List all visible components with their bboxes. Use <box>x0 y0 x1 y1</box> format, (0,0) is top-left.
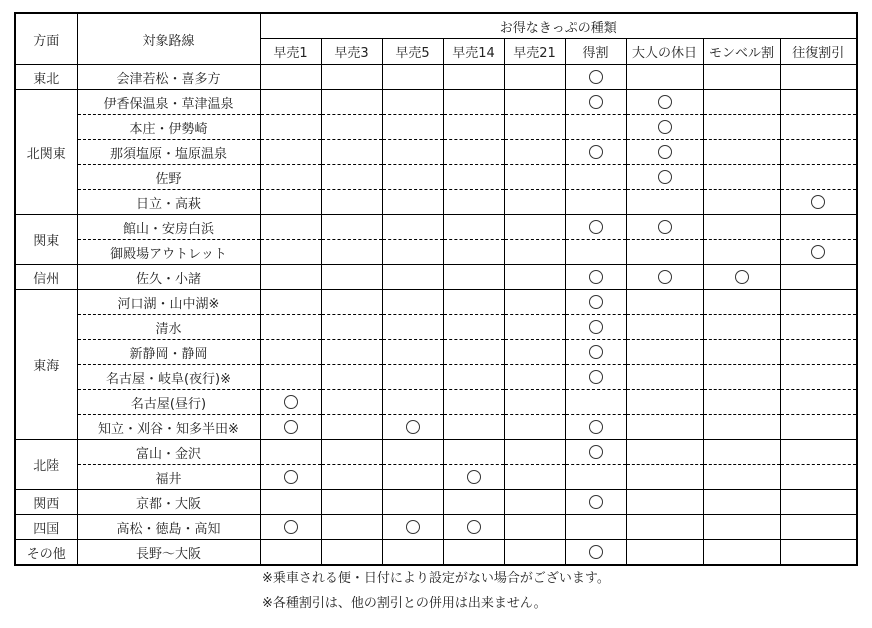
availability-cell <box>382 140 443 165</box>
availability-cell <box>443 240 504 265</box>
availability-cell <box>321 115 382 140</box>
availability-cell <box>703 390 780 415</box>
availability-cell <box>703 490 780 515</box>
region-cell: 関西 <box>15 490 77 515</box>
availability-cell <box>260 365 321 390</box>
availability-cell <box>382 215 443 240</box>
table-row <box>15 190 857 215</box>
availability-cell <box>703 190 780 215</box>
available-circle-icon <box>589 295 603 309</box>
availability-cell <box>321 215 382 240</box>
availability-cell <box>504 390 565 415</box>
table-row <box>15 490 857 515</box>
ticket-type-header: 得割 <box>565 39 626 65</box>
region-cell: 北関東 <box>15 90 77 215</box>
available-circle-icon <box>658 120 672 134</box>
available-circle-icon <box>658 270 672 284</box>
availability-cell <box>780 365 857 390</box>
availability-cell <box>321 415 382 440</box>
available-circle-icon <box>589 320 603 334</box>
available-circle-icon <box>589 95 603 109</box>
available-circle-icon <box>658 220 672 234</box>
availability-cell <box>565 515 626 540</box>
availability-cell <box>780 140 857 165</box>
table-row <box>15 365 857 390</box>
availability-cell <box>703 240 780 265</box>
availability-cell <box>382 365 443 390</box>
availability-cell <box>443 365 504 390</box>
availability-cell <box>565 215 626 240</box>
availability-cell <box>626 465 703 490</box>
available-circle-icon <box>467 470 481 484</box>
availability-cell <box>504 540 565 566</box>
availability-cell <box>565 115 626 140</box>
available-circle-icon <box>589 345 603 359</box>
region-cell: その他 <box>15 540 77 566</box>
availability-cell <box>780 90 857 115</box>
available-circle-icon <box>589 495 603 509</box>
availability-cell <box>382 115 443 140</box>
availability-cell <box>780 390 857 415</box>
availability-cell <box>260 190 321 215</box>
ticket-type-header: 早売21 <box>504 39 565 65</box>
available-circle-icon <box>658 170 672 184</box>
route-cell: 日立・高萩 <box>77 190 260 215</box>
availability-cell <box>703 215 780 240</box>
availability-cell <box>443 515 504 540</box>
availability-cell <box>382 515 443 540</box>
route-cell: 福井 <box>77 465 260 490</box>
availability-cell <box>565 165 626 190</box>
availability-cell <box>565 265 626 290</box>
availability-cell <box>260 90 321 115</box>
route-cell: 伊香保温泉・草津温泉 <box>77 90 260 115</box>
availability-cell <box>780 340 857 365</box>
available-circle-icon <box>589 545 603 559</box>
table-row <box>15 65 857 90</box>
available-circle-icon <box>658 95 672 109</box>
route-cell: 名古屋・岐阜(夜行)※ <box>77 365 260 390</box>
route-cell: 本庄・伊勢崎 <box>77 115 260 140</box>
route-cell: 名古屋(昼行) <box>77 390 260 415</box>
availability-cell <box>504 290 565 315</box>
availability-cell <box>382 490 443 515</box>
availability-cell <box>780 240 857 265</box>
availability-cell <box>504 90 565 115</box>
region-column-header: 方面 <box>15 13 77 65</box>
ticket-type-header: 往復割引 <box>780 39 857 65</box>
table-row <box>15 90 857 115</box>
fare-ticket-table <box>14 12 858 566</box>
availability-cell <box>260 440 321 465</box>
availability-cell <box>260 140 321 165</box>
availability-cell <box>504 515 565 540</box>
availability-cell <box>703 440 780 465</box>
availability-cell <box>780 415 857 440</box>
availability-cell <box>443 115 504 140</box>
availability-cell <box>321 340 382 365</box>
region-cell: 北陸 <box>15 440 77 490</box>
availability-cell <box>565 290 626 315</box>
availability-cell <box>626 515 703 540</box>
availability-cell <box>260 290 321 315</box>
availability-cell <box>382 290 443 315</box>
availability-cell <box>703 90 780 115</box>
availability-cell <box>504 265 565 290</box>
availability-cell <box>382 415 443 440</box>
availability-cell <box>703 365 780 390</box>
availability-cell <box>703 540 780 566</box>
availability-cell <box>703 340 780 365</box>
availability-cell <box>321 365 382 390</box>
table-row <box>15 265 857 290</box>
region-cell: 東海 <box>15 290 77 440</box>
availability-cell <box>780 190 857 215</box>
availability-cell <box>703 65 780 90</box>
available-circle-icon <box>284 520 298 534</box>
availability-cell <box>565 365 626 390</box>
route-cell: 高松・徳島・高知 <box>77 515 260 540</box>
table-row <box>15 240 857 265</box>
availability-cell <box>565 340 626 365</box>
availability-cell <box>703 140 780 165</box>
availability-cell <box>443 290 504 315</box>
route-cell: 京都・大阪 <box>77 490 260 515</box>
availability-cell <box>703 415 780 440</box>
availability-cell <box>565 415 626 440</box>
availability-cell <box>504 490 565 515</box>
availability-cell <box>443 490 504 515</box>
availability-cell <box>382 390 443 415</box>
availability-cell <box>626 315 703 340</box>
availability-cell <box>382 90 443 115</box>
availability-cell <box>321 315 382 340</box>
available-circle-icon <box>589 70 603 84</box>
table-row <box>15 465 857 490</box>
availability-cell <box>703 515 780 540</box>
availability-cell <box>504 315 565 340</box>
route-cell: 佐野 <box>77 165 260 190</box>
availability-cell <box>780 65 857 90</box>
available-circle-icon <box>589 420 603 434</box>
table-row <box>15 515 857 540</box>
availability-cell <box>703 115 780 140</box>
availability-cell <box>703 315 780 340</box>
availability-cell <box>504 340 565 365</box>
availability-cell <box>626 215 703 240</box>
availability-cell <box>382 190 443 215</box>
availability-cell <box>321 65 382 90</box>
table-row <box>15 165 857 190</box>
availability-cell <box>565 90 626 115</box>
availability-cell <box>443 465 504 490</box>
availability-cell <box>321 90 382 115</box>
route-cell: 館山・安房白浜 <box>77 215 260 240</box>
availability-cell <box>703 165 780 190</box>
availability-cell <box>504 65 565 90</box>
availability-cell <box>260 465 321 490</box>
availability-cell <box>382 540 443 566</box>
availability-cell <box>321 165 382 190</box>
availability-cell <box>626 265 703 290</box>
availability-cell <box>626 290 703 315</box>
availability-cell <box>626 65 703 90</box>
availability-cell <box>780 165 857 190</box>
availability-cell <box>443 415 504 440</box>
note-line: ※各種割引は、他の割引との併用は出来ません。 <box>262 596 547 611</box>
availability-cell <box>504 440 565 465</box>
availability-cell <box>780 515 857 540</box>
availability-cell <box>443 390 504 415</box>
availability-cell <box>504 415 565 440</box>
available-circle-icon <box>811 245 825 259</box>
availability-cell <box>626 540 703 566</box>
available-circle-icon <box>589 145 603 159</box>
availability-cell <box>443 65 504 90</box>
route-cell: 新静岡・静岡 <box>77 340 260 365</box>
availability-cell <box>382 165 443 190</box>
availability-cell <box>565 240 626 265</box>
ticket-type-header: 早売14 <box>443 39 504 65</box>
availability-cell <box>443 540 504 566</box>
availability-cell <box>565 190 626 215</box>
availability-cell <box>321 490 382 515</box>
availability-cell <box>565 490 626 515</box>
availability-cell <box>443 90 504 115</box>
route-column-header: 対象路線 <box>77 13 260 65</box>
availability-cell <box>780 540 857 566</box>
availability-cell <box>443 215 504 240</box>
availability-cell <box>780 315 857 340</box>
available-circle-icon <box>735 270 749 284</box>
route-cell: 清水 <box>77 315 260 340</box>
availability-cell <box>565 390 626 415</box>
table-row <box>15 290 857 315</box>
availability-cell <box>565 465 626 490</box>
table-row <box>15 540 857 566</box>
availability-cell <box>626 165 703 190</box>
availability-cell <box>565 315 626 340</box>
availability-cell <box>504 140 565 165</box>
availability-cell <box>443 265 504 290</box>
note-line: ※乗車される便・日付により設定がない場合がございます。 <box>262 571 610 586</box>
availability-cell <box>626 490 703 515</box>
availability-cell <box>504 165 565 190</box>
availability-cell <box>260 390 321 415</box>
availability-cell <box>780 215 857 240</box>
availability-cell <box>565 440 626 465</box>
availability-cell <box>504 465 565 490</box>
availability-cell <box>321 515 382 540</box>
ticket-type-header: 大人の休日 <box>626 39 703 65</box>
table-row <box>15 315 857 340</box>
availability-cell <box>260 215 321 240</box>
availability-cell <box>260 165 321 190</box>
availability-cell <box>321 140 382 165</box>
available-circle-icon <box>589 445 603 459</box>
availability-cell <box>321 540 382 566</box>
availability-cell <box>626 415 703 440</box>
available-circle-icon <box>284 395 298 409</box>
availability-cell <box>382 315 443 340</box>
availability-cell <box>780 115 857 140</box>
availability-cell <box>382 65 443 90</box>
availability-cell <box>443 315 504 340</box>
availability-cell <box>626 440 703 465</box>
availability-cell <box>626 115 703 140</box>
availability-cell <box>443 440 504 465</box>
ticket-type-header: 早売3 <box>321 39 382 65</box>
availability-cell <box>565 140 626 165</box>
availability-cell <box>260 115 321 140</box>
availability-cell <box>703 465 780 490</box>
route-cell: 長野～大阪 <box>77 540 260 566</box>
availability-cell <box>565 540 626 566</box>
availability-cell <box>382 265 443 290</box>
region-cell: 信州 <box>15 265 77 290</box>
availability-cell <box>443 165 504 190</box>
table-row <box>15 440 857 465</box>
availability-cell <box>260 415 321 440</box>
availability-cell <box>504 190 565 215</box>
notes <box>262 566 610 616</box>
ticket-type-header: モンベル割 <box>703 39 780 65</box>
available-circle-icon <box>284 420 298 434</box>
ticket-type-header: 早売5 <box>382 39 443 65</box>
availability-cell <box>626 90 703 115</box>
availability-cell <box>565 65 626 90</box>
availability-cell <box>504 215 565 240</box>
availability-cell <box>321 240 382 265</box>
availability-cell <box>443 190 504 215</box>
available-circle-icon <box>406 520 420 534</box>
availability-cell <box>780 265 857 290</box>
availability-cell <box>321 190 382 215</box>
availability-cell <box>504 240 565 265</box>
availability-cell <box>703 290 780 315</box>
route-cell: 河口湖・山中湖※ <box>77 290 260 315</box>
route-cell: 御殿場アウトレット <box>77 240 260 265</box>
availability-cell <box>260 515 321 540</box>
route-cell: 富山・金沢 <box>77 440 260 465</box>
region-cell: 東北 <box>15 65 77 90</box>
route-cell: 那須塩原・塩原温泉 <box>77 140 260 165</box>
availability-cell <box>382 465 443 490</box>
availability-cell <box>780 440 857 465</box>
route-cell: 会津若松・喜多方 <box>77 65 260 90</box>
availability-cell <box>260 490 321 515</box>
availability-cell <box>321 265 382 290</box>
availability-cell <box>626 140 703 165</box>
availability-cell <box>382 440 443 465</box>
availability-cell <box>626 390 703 415</box>
availability-cell <box>260 315 321 340</box>
availability-cell <box>626 365 703 390</box>
available-circle-icon <box>284 470 298 484</box>
availability-cell <box>443 340 504 365</box>
region-cell: 四国 <box>15 515 77 540</box>
availability-cell <box>260 265 321 290</box>
availability-cell <box>321 440 382 465</box>
available-circle-icon <box>589 220 603 234</box>
availability-cell <box>321 290 382 315</box>
table-row <box>15 415 857 440</box>
availability-cell <box>321 390 382 415</box>
route-cell: 佐久・小諸 <box>77 265 260 290</box>
region-cell: 関東 <box>15 215 77 265</box>
availability-cell <box>780 290 857 315</box>
available-circle-icon <box>589 270 603 284</box>
availability-cell <box>260 340 321 365</box>
availability-cell <box>260 540 321 566</box>
availability-cell <box>443 140 504 165</box>
availability-cell <box>703 265 780 290</box>
available-circle-icon <box>406 420 420 434</box>
availability-cell <box>626 340 703 365</box>
table-row <box>15 340 857 365</box>
table-row <box>15 215 857 240</box>
table-row <box>15 140 857 165</box>
available-circle-icon <box>811 195 825 209</box>
availability-cell <box>321 465 382 490</box>
ticket-type-header: 早売1 <box>260 39 321 65</box>
availability-cell <box>382 240 443 265</box>
availability-cell <box>504 365 565 390</box>
available-circle-icon <box>589 370 603 384</box>
availability-cell <box>260 240 321 265</box>
availability-cell <box>626 240 703 265</box>
available-circle-icon <box>658 145 672 159</box>
availability-cell <box>382 340 443 365</box>
ticket-types-header: お得なきっぷの種類 <box>260 13 857 39</box>
availability-cell <box>626 190 703 215</box>
availability-cell <box>260 65 321 90</box>
availability-cell <box>780 490 857 515</box>
availability-cell <box>504 115 565 140</box>
available-circle-icon <box>467 520 481 534</box>
route-cell: 知立・刈谷・知多半田※ <box>77 415 260 440</box>
availability-cell <box>780 465 857 490</box>
table-row <box>15 115 857 140</box>
table-row <box>15 390 857 415</box>
